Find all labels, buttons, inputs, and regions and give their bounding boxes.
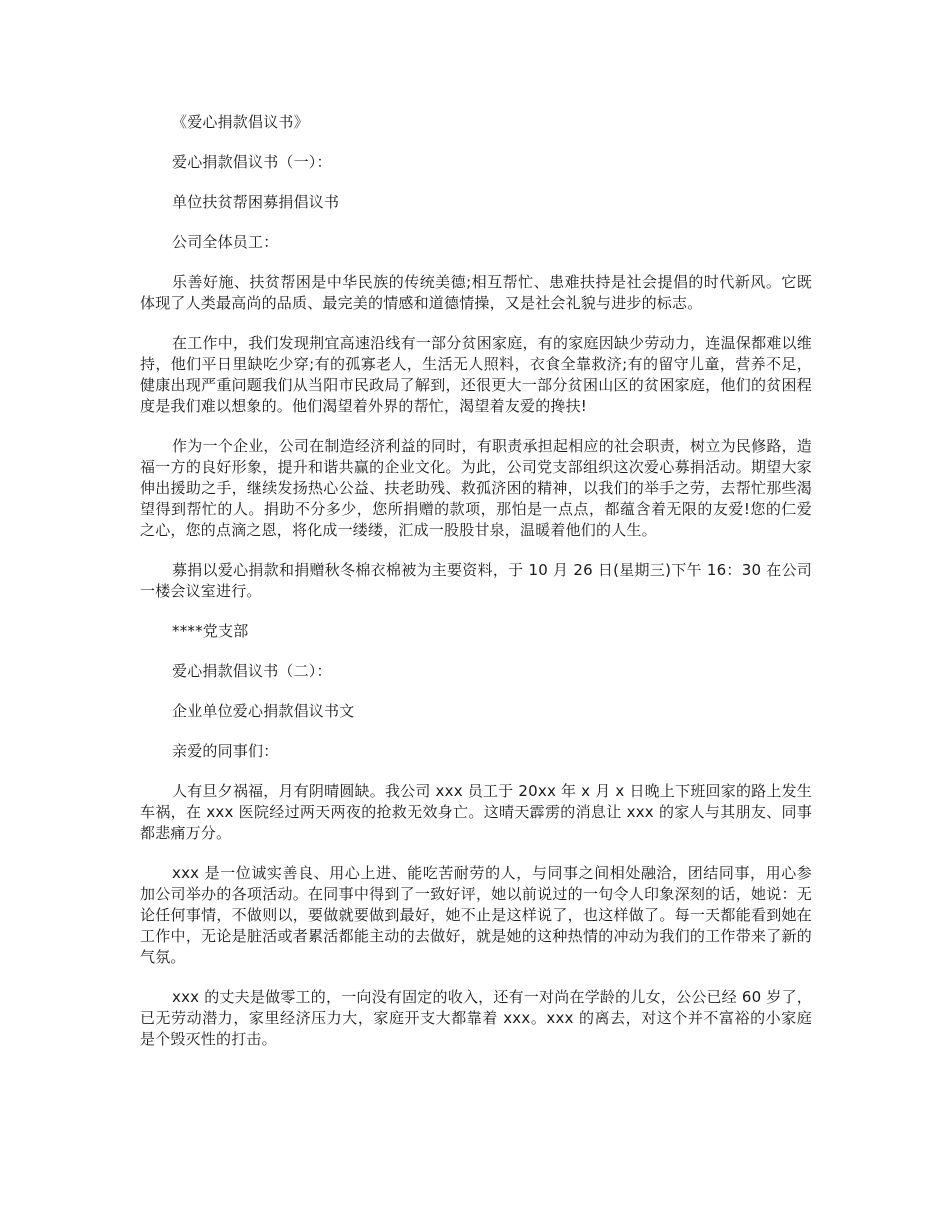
document-page bbox=[140, 112, 812, 1069]
letter-title-2: 企业单位爱心捐款倡议书文 bbox=[172, 702, 355, 720]
body-paragraph: 作为一个企业，公司在制造经济利益的同时，有职责承担起相应的社会职责，树立为民修路，造福一方的良好形象，提升和谐共赢的企业文化。为此，公司党支部组织这次爱心募捐活动。期望大家伸出援助之手，继续发扬热心公益、扶老助残、救孤济困的精神，以我们的举手之劳，去帮忙那些渴望得到帮忙的人。捐助不分多少，您所捐赠的款项，那怕是一点点，都蕴含着无限的友爱!您的仁爱之心，您的点滴之恩，将化成一缕缕，汇成一股股甘泉，温暖着他们的人生。 bbox=[140, 437, 812, 539]
document-title: 《爱心捐款倡议书》 bbox=[172, 113, 309, 131]
salutation-1: 公司全体员工： bbox=[172, 233, 279, 251]
signature: ****党支部 bbox=[172, 622, 249, 640]
section-heading-2: 爱心捐款倡议书（二）： bbox=[172, 662, 332, 680]
body-paragraph: 在工作中，我们发现荆宜高速沿线有一部分贫困家庭，有的家庭因缺少劳动力，连温保都难以维持，他们平日里缺吃少穿;有的孤寡老人，生活无人照料，衣食全靠救济;有的留守儿童，营养不足，健康出现严重问题我们从当阳市民政局了解到，还很更大一部分贫困山区的贫困家庭，他们的贫困程度是我们难以想象的。他们渴望着外界的帮忙，渴望着友爱的搀扶! bbox=[140, 334, 812, 415]
body-paragraph: 人有旦夕祸福，月有阴晴圆缺。我公司 xxx 员工于 20xx 年 x 月 x 日晚上下班回家的路上发生车祸，在 xxx 医院经过两天两夜的抢救无效身亡。这晴天霹雳的消息让 xxx 的家人与其朋友、同事都悲痛万分。 bbox=[140, 782, 812, 842]
body-paragraph: 乐善好施、扶贫帮困是中华民族的传统美德;相互帮忙、患难扶持是社会提倡的时代新风。它既体现了人类最高尚的品质、最完美的情感和道德情操，又是社会礼貌与进步的标志。 bbox=[140, 273, 812, 312]
letter-title-1: 单位扶贫帮困募捐倡议书 bbox=[172, 193, 340, 211]
section-heading-1: 爱心捐款倡议书（一）： bbox=[172, 153, 332, 171]
body-paragraph: xxx 是一位诚实善良、用心上进、能吃苦耐劳的人，与同事之间相处融洽，团结同事，用心参加公司举办的各项活动。在同事中得到了一致好评，她以前说过的一句令人印象深刻的话，她说：无论任何事情，不做则以，要做就要做到最好，她不止是这样说了，也这样做了。每一天都能看到她在工作中，无论是脏活或者累活都能主动的去做好，就是她的这种热情的冲动为我们的工作带来了新的气氛。 bbox=[140, 864, 812, 966]
salutation-2: 亲爱的同事们： bbox=[172, 742, 279, 760]
body-paragraph: 募捐以爱心捐款和捐赠秋冬棉衣棉被为主要资料，于 10 月 26 日(星期三)下午 16：30 在公司一楼会议室进行。 bbox=[140, 561, 812, 600]
body-paragraph: xxx 的丈夫是做零工的，一向没有固定的收入，还有一对尚在学龄的儿女，公公已经 60 岁了，已无劳动潜力，家里经济压力大，家庭开支大都靠着 xxx。xxx 的离去，对这个并不富裕的小家庭是个毁灭性的打击。 bbox=[140, 988, 812, 1048]
